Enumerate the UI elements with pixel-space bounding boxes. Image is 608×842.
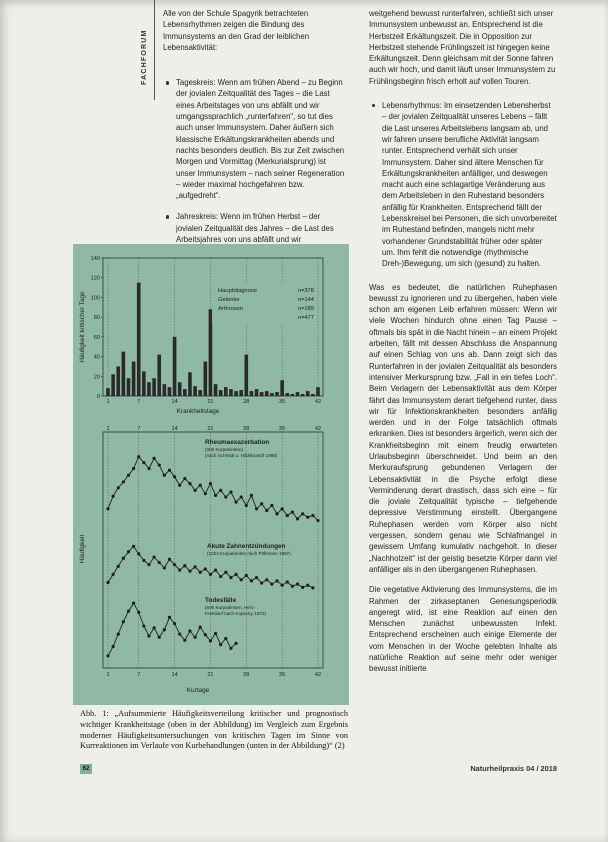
series-point-3 [152, 626, 155, 629]
top-x-tick-label: 28 [243, 399, 250, 405]
bullet-text: Jahreskreis: Wenn im frühen Herbst – der jovialen Zeitqualität des Jahres – die Last des Arbeitsjahres von uns abfällt und wir [176, 212, 334, 245]
series-point-1 [106, 507, 109, 510]
series-point-3 [219, 643, 222, 646]
series-point-2 [240, 578, 243, 581]
bar [193, 386, 197, 396]
series-point-1 [142, 461, 145, 464]
bar [270, 393, 274, 396]
bar [147, 382, 151, 396]
bar [280, 380, 284, 396]
bar [285, 393, 289, 396]
series-point-3 [106, 654, 109, 657]
series-point-2 [183, 564, 186, 567]
bar [224, 387, 228, 396]
top-y-tick-label: 20 [93, 374, 100, 381]
bottom-top-tick-label: 14 [171, 426, 178, 432]
series-point-1 [265, 509, 268, 512]
series-point-3 [209, 639, 212, 642]
top-x-tick-label: 35 [279, 399, 286, 405]
series-point-3 [122, 620, 125, 623]
bottom-top-tick-label: 28 [243, 426, 250, 432]
series-point-3 [158, 636, 161, 639]
bar [152, 378, 156, 396]
bottom-y-axis-title: Häufigkeit [79, 534, 86, 564]
top-y-tick-label: 100 [90, 295, 100, 302]
bullet-list [369, 100, 557, 269]
series-point-2 [224, 571, 227, 574]
series-point-1 [152, 457, 155, 460]
series-point-2 [209, 573, 212, 576]
bar [296, 392, 300, 396]
series-point-2 [255, 576, 258, 579]
series-point-1 [260, 502, 263, 505]
bullet-text: Lebensrhythmus: Im einsetzenden Lebensherbst – der jovialen Zeitqualität unseres Lebens – fällt die Last unseres Arbeitslebens langsam ab, und wir fahren unsere berufliche Aktivität langsam runter. Entsprechend verhält sich unser Immunsystem. Daher sind ältere Menschen für Erkältungskrankheiten anfälliger, und deswegen macht auch eine schlagartige Veränderung aus dem Arbeitsleben in den Ruhestand besonders anfällig für Krankheiten. Entsprechend fällt der Lebenskreisel bei Personen, die sich unvorbereitet im Ruhestand befinden, mangels nicht mehr vorhandener Grundstabilität früher oder später um. Ihm fehlt die notwendige (rhythmische Dreh-)Bewegung, um sich (gesund) zu halten. [382, 101, 557, 269]
series-point-2 [158, 561, 161, 564]
figure-chart [73, 244, 349, 705]
series-point-2 [296, 583, 299, 586]
bullet-list [163, 77, 345, 245]
bottom-top-tick-label: 21 [207, 426, 214, 432]
series-point-1 [204, 492, 207, 495]
bar [137, 283, 141, 396]
legend-count: n=477 [297, 315, 314, 321]
bar [127, 378, 131, 396]
series-point-1 [163, 474, 166, 477]
series-note: (300 Kurpatienten) [205, 447, 244, 452]
bar [260, 392, 264, 396]
series-point-2 [265, 578, 268, 581]
series-point-2 [117, 565, 120, 568]
series-point-2 [306, 584, 309, 587]
series-point-2 [291, 585, 294, 588]
series-point-3 [178, 633, 181, 636]
series-point-3 [142, 624, 145, 627]
series-point-1 [301, 512, 304, 515]
series-point-3 [173, 622, 176, 625]
series-point-3 [199, 626, 202, 629]
series-point-1 [147, 467, 150, 470]
bar [106, 388, 110, 396]
bar [142, 371, 146, 396]
bar [198, 390, 202, 396]
journal-footer: Naturheilpraxis 04 / 2018 [470, 764, 557, 773]
bar [173, 337, 177, 396]
bar [209, 309, 213, 396]
series-point-3 [112, 645, 115, 648]
legend-label: Hauptdiagnose [218, 288, 257, 294]
bottom-top-tick-label: 35 [279, 426, 286, 432]
top-x-axis-title: Krankheitstage [176, 408, 220, 415]
bar [306, 391, 310, 396]
series-point-3 [234, 642, 237, 645]
series-point-2 [112, 573, 115, 576]
right-column [369, 8, 557, 675]
page-number: 62 [80, 764, 92, 774]
bar [229, 389, 233, 396]
series-point-2 [122, 557, 125, 560]
bottom-x-tick-label: 7 [137, 672, 141, 678]
bar [122, 352, 126, 396]
top-y-axis-title: Häufigkeit kritischer Tage [79, 291, 86, 363]
top-x-tick-label: 14 [171, 399, 178, 405]
bottom-x-tick-label: 1 [106, 672, 110, 678]
bar [234, 391, 238, 396]
series-point-2 [301, 586, 304, 589]
series-point-2 [245, 574, 248, 577]
series-point-1 [214, 494, 217, 497]
series-point-2 [219, 575, 222, 578]
series-point-2 [147, 563, 150, 566]
bar [157, 355, 161, 396]
series-point-1 [127, 474, 130, 477]
series-point-1 [112, 495, 115, 498]
legend-count: n=378 [297, 288, 314, 294]
series-point-2 [286, 580, 289, 583]
legend-label: Gelenke [218, 297, 240, 303]
series-point-1 [209, 482, 212, 485]
bullet-item-jahreskreis [163, 211, 345, 245]
bottom-x-tick-label: 42 [314, 672, 322, 678]
bar [168, 387, 172, 396]
series-point-2 [199, 571, 202, 574]
bar [204, 362, 208, 397]
series-line-1 [108, 457, 318, 521]
bottom-x-tick-label: 35 [279, 672, 286, 678]
bullet-dot-icon [166, 215, 169, 218]
series-point-1 [240, 495, 243, 498]
series-note: (606 Kurpatienten, Herz- [205, 605, 256, 610]
series-point-1 [122, 480, 125, 483]
series-name: Rheumaexazerbation [205, 439, 270, 446]
bottom-x-axis-title: Kurtage [186, 687, 210, 694]
section-label: FACHFORUM [141, 29, 148, 85]
series-point-2 [260, 581, 263, 584]
bar [116, 366, 120, 396]
bottom-top-tick-label: 42 [314, 426, 322, 432]
bar [265, 391, 269, 396]
bottom-x-tick-label: 21 [207, 672, 214, 678]
series-point-1 [178, 484, 181, 487]
series-point-3 [183, 639, 186, 642]
series-point-1 [173, 475, 176, 478]
section-rule [154, 0, 155, 100]
series-point-1 [275, 512, 278, 515]
figure-caption: Abb. 1: „Aufsummierte Häufigkeitsverteilung kritischer und prognostisch wichtiger Krankheitstage (oben in der Abbildung) im Vergleich zum Ergebnis moderner Häufigkeitsuntersuchungen von kritischen Tagen im Sinne von Kurreaktionen im Verlaufe von Kurbehandlungen (unten in der Abbildung)“ (2) [80, 709, 348, 751]
series-point-2 [188, 570, 191, 573]
figure-panel [73, 244, 349, 705]
series-note: (nach Schmidt u. Hildebrandt 1988) [205, 453, 278, 458]
left-column [163, 8, 345, 245]
series-point-3 [214, 632, 217, 635]
bar [163, 384, 167, 396]
series-point-2 [142, 559, 145, 562]
series-point-1 [193, 489, 196, 492]
legend-label: Arthrosen [218, 306, 244, 312]
series-point-1 [255, 507, 258, 510]
series-point-1 [316, 519, 319, 522]
bottom-x-tick-label: 14 [171, 672, 178, 678]
series-point-1 [286, 514, 289, 517]
intro-paragraph: Alle von der Schule Spagyrik betrachteten Lebensrhythmen zeigen die Bindung des Immunsystems an den Grad der leiblichen Lebensaktivität: [163, 9, 310, 52]
series-point-1 [234, 500, 237, 503]
series-label-todesfaelle [205, 597, 267, 616]
series-point-3 [204, 633, 207, 636]
series-point-1 [245, 504, 248, 507]
bar [111, 374, 115, 396]
series-point-2 [275, 579, 278, 582]
bullet-item-lebensrhythmus [369, 100, 557, 269]
series-point-3 [168, 616, 171, 619]
series-point-1 [296, 517, 299, 520]
series-name: Todesfälle [205, 597, 237, 604]
series-point-1 [306, 516, 309, 519]
series-point-1 [158, 464, 161, 467]
series-point-1 [188, 482, 191, 485]
series-point-2 [152, 556, 155, 559]
series-point-2 [163, 566, 166, 569]
series-point-2 [127, 550, 130, 553]
bar [219, 390, 223, 396]
bullet-dot-icon [166, 81, 169, 84]
series-point-1 [219, 489, 222, 492]
series-point-1 [183, 477, 186, 480]
top-plot-frame [103, 258, 323, 396]
series-point-2 [193, 565, 196, 568]
series-point-1 [199, 484, 202, 487]
top-y-tick-label: 60 [93, 334, 100, 341]
series-point-2 [270, 583, 273, 586]
top-y-tick-label: 40 [93, 354, 100, 361]
series-point-2 [311, 586, 314, 589]
body-paragraph: Was es bedeutet, die natürlichen Ruhephasen bewusst zu ignorieren und zu übergehen, haben viele schon am eigenen Leib erfahren müssen: Wenn wir viele Wochen hindurch ohne einen Tag Pause – oftmals bis spät in die Nacht hinein – an einem Projekt arbeiten, fällt mit dessen Abschluss die Anspannung auf einen Schlag von uns ab. Dann zeigt sich das Runterfahren in der jovialen Zeitqualität als besonders intensiver Merkursprung bzw. „Fall in ein tiefes Loch“. Beim Verlagern der Lebensaktivität aus dem Körper fährt das Immunsystem derart tiefgehend runter, dass wir für Infektionskrankheiten besonders anfällig werden und in der Folge tatsächlich oftmals erkranken. Dies ist besonders ärgerlich, wenn sich der Krankheitsbeginn mit einem freudig erwarteten Urlaubsbeginn überschneidet. Und beim an den Merkuraufsprung gebundenen Verlagern der Lebensaktivität in die Psyche erfolgt diese Verminderung derart drastisch, dass sich eine – für die joviale Zeitqualität typische – tiefgehende depressive Verstimmung einstellt. Übergangene Ruhephasen werden vom Körper also nicht vergessen, sondern genau wie Schlafmangel in gewissem Umfang kumulativ nachgeholt. In dieser „Nachholzeit“ ist der geistig besetzte Körper dann viel anfälliger als in den übergangenen Ruhephasen. [369, 282, 557, 574]
series-point-3 [117, 633, 120, 636]
legend-count: n=189 [297, 306, 314, 312]
bar [250, 391, 254, 396]
bar [275, 392, 279, 396]
series-point-3 [188, 629, 191, 632]
series-point-2 [234, 573, 237, 576]
series-point-1 [168, 469, 171, 472]
series-label-zahn [207, 543, 291, 556]
top-x-tick-label: 1 [106, 399, 110, 405]
bottom-top-tick-label: 1 [106, 426, 110, 432]
series-point-1 [229, 490, 232, 493]
top-y-tick-label: 120 [90, 275, 100, 282]
top-x-tick-label: 42 [314, 399, 322, 405]
bar [178, 382, 182, 396]
continuation-paragraph: weitgehend bewusst runterfahren, schließt sich unser Immunsystem unbewusst an. Entsprechend ist die Herbstzeit Erkältungszeit. Die in Opposition zur Herbstzeit stehende Frühlingszeit ist hingegen keine Erkältungszeit. Denn gleichsam mit der Sonne fahren auch wir hoch, und damit läuft unser Immunsystem zu Frühlingsbeginn frisch erholt auf vollen Touren. [369, 9, 556, 86]
series-point-2 [281, 584, 284, 587]
top-y-tick-label: 0 [96, 394, 100, 400]
top-bar-chart [91, 256, 323, 405]
bar [183, 389, 187, 396]
bar [255, 389, 259, 396]
series-point-1 [281, 507, 284, 510]
series-point-2 [106, 581, 109, 584]
bar [244, 355, 248, 396]
series-point-1 [117, 486, 120, 489]
bar [214, 384, 218, 396]
series-point-3 [163, 628, 166, 631]
top-y-tick-label: 140 [90, 256, 100, 262]
top-x-tick-label: 21 [207, 399, 214, 405]
series-point-3 [132, 602, 135, 605]
series-point-3 [147, 634, 150, 637]
bullet-item-tageskreis [163, 77, 345, 201]
series-point-2 [168, 558, 171, 561]
bar [188, 372, 192, 396]
series-point-2 [178, 568, 181, 571]
top-x-tick-label: 7 [137, 399, 141, 405]
bar [132, 362, 136, 397]
series-point-2 [229, 576, 232, 579]
series-point-1 [137, 455, 140, 458]
bullet-dot-icon [372, 104, 375, 107]
series-point-2 [250, 579, 253, 582]
bar [316, 387, 320, 396]
series-note: (1023 Kurpatienten nach Pöllmann 1987) [207, 551, 291, 556]
legend-count: n=144 [297, 297, 314, 303]
series-point-2 [132, 545, 135, 548]
series-point-3 [229, 647, 232, 650]
series-point-1 [291, 511, 294, 514]
series-label-rheuma [205, 439, 278, 458]
series-point-1 [270, 504, 273, 507]
bottom-x-tick-label: 28 [243, 672, 250, 678]
bar [239, 390, 243, 396]
series-point-1 [250, 494, 253, 497]
series-point-2 [173, 563, 176, 566]
series-point-1 [224, 495, 227, 498]
series-note: Kreislauf nach Kopecky 1972) [205, 611, 267, 616]
bullet-text: Tageskreis: Wenn am frühen Abend – zu Beginn der jovialen Zeitqualität des Tages – die Last eines Arbeitstages von uns abfällt und wir umgangssprachlich „runterfahren“, so tut dies auch unser Immunsystem. Daher äußern sich klassische Erkältungskrankheiten abends und nachts besonders deutlich. Bis zur Zeit zwischen Morgen und Vormittag (Merkurialsprung) ist unser Immunsystem – nach seiner Regeneration – wieder maximal hochgefahren bzw. „aufgedreht“. [176, 78, 345, 201]
series-point-1 [311, 514, 314, 517]
series-name: Akute Zahnentzündungen [207, 543, 286, 550]
series-point-2 [204, 567, 207, 570]
series-point-3 [127, 610, 130, 613]
bottom-top-tick-label: 7 [137, 426, 141, 432]
body-paragraph: Die vegetative Aktivierung des Immunsystems, die im Rahmen der zirkaseptanen Genesungsperiodik angeregt wird, ist eine Reaktion auf einen den Menschen zunächst unbewussten Infekt. Entsprechend erscheinen auch einige Elemente der vom Menschen in der Woche gelebten Inhalte als natürliche Reaktion auf seine mehr oder weniger bewusst initiierte [369, 585, 557, 674]
series-point-1 [132, 467, 135, 470]
series-point-3 [193, 636, 196, 639]
series-point-2 [214, 568, 217, 571]
series-point-3 [137, 611, 140, 614]
series-point-2 [137, 552, 140, 555]
top-y-tick-label: 80 [93, 315, 100, 322]
series-point-3 [224, 637, 227, 640]
